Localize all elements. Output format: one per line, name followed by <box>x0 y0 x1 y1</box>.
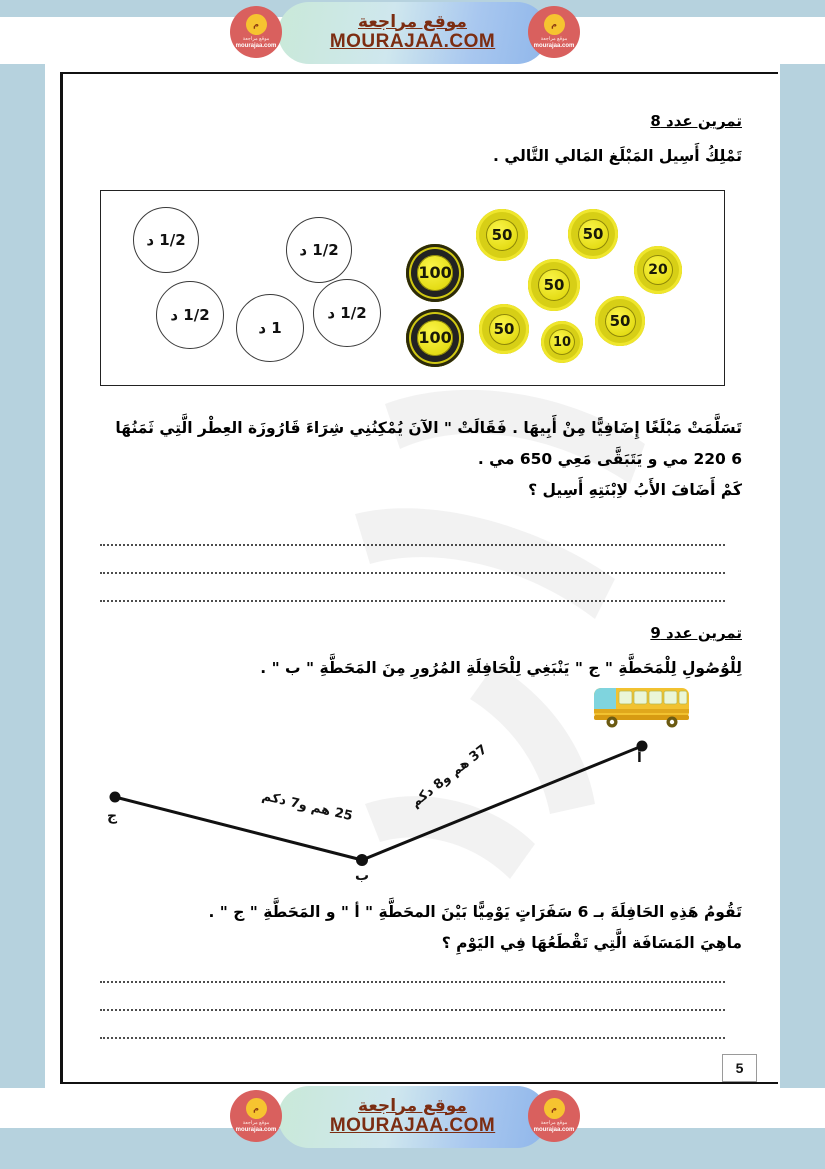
logo-sub-arabic: موقع مراجعة <box>242 1120 270 1127</box>
footer-brand-arabic: موقع مراجعة <box>358 1095 467 1116</box>
logo-disc-icon: م <box>246 1098 267 1119</box>
diagram-point-c: ج <box>107 808 118 824</box>
header-logo-right <box>528 6 580 58</box>
footer-brand-pill <box>278 1086 548 1148</box>
coin-face: 50 <box>605 306 636 337</box>
logo-subtitle-right <box>534 37 575 50</box>
coin-100-millimes <box>406 309 464 367</box>
logo-sub-url: mourajaa.com <box>235 42 277 49</box>
logo-disc-icon: م <box>544 1098 565 1119</box>
coin-face: 100 <box>417 255 453 291</box>
logo-subtitle-left <box>236 1121 277 1134</box>
exercise-9-intro: لِلْوُصُولِ لِلْمَحَطَّةِ " ج " يَنْبَغِي لِلْحَافِلَةِ المُرُورِ مِنَ المَحَطَّةِ " ب " . <box>260 659 742 677</box>
coin-50-millimes <box>479 304 529 354</box>
coin-face: 50 <box>578 219 609 250</box>
diagram-segment-label-ba: 37 هم و8 دكم <box>408 742 491 811</box>
logo-sub-arabic: موقع مراجعة <box>540 36 568 43</box>
header-brand-bar <box>0 0 825 66</box>
diagram-point-a: أ <box>637 750 642 766</box>
footer-brand-bar <box>0 1084 825 1150</box>
coin-half-dinar: 1/2 د <box>156 281 224 349</box>
logo-sub-url: mourajaa.com <box>533 42 575 49</box>
diagram-point-b: ب <box>355 868 370 884</box>
header-brand-url[interactable]: MOURAJAA.COM <box>329 31 496 53</box>
answer-line[interactable] <box>100 1009 725 1011</box>
coin-face: 50 <box>489 314 520 345</box>
logo-subtitle-right <box>534 1121 575 1134</box>
diagram-segment-label-cb: 25 هم و7 دكم <box>260 788 354 825</box>
exercise-8-body-line-2: 6 220 مي و يَتَبَقَّى مَعِي 650 مي . <box>477 450 742 468</box>
logo-subtitle-left <box>236 37 277 50</box>
logo-disc-icon: م <box>544 14 565 35</box>
worksheet-page <box>45 64 780 1088</box>
money-illustration-frame <box>100 190 725 386</box>
exercise-8-body-line-1: تَسَلَّمَتْ مَبْلَغًا إِضَافِيًّا مِنْ أَبِيهَا . فَقَالَتْ " الآنَ يُمْكِنُنِي شِرَاءَ قَارُوزَة العِطْر الَّتِي ثَمَنُهَا <box>115 419 742 437</box>
exercise-9-title: تمرين عدد 9 <box>650 624 742 642</box>
coin-50-millimes <box>595 296 645 346</box>
footer-logo-left <box>230 1090 282 1142</box>
coin-face: 100 <box>417 320 453 356</box>
coin-100-millimes <box>406 244 464 302</box>
logo-sub-url: mourajaa.com <box>533 1126 575 1133</box>
coin-50-millimes <box>568 209 618 259</box>
exercise-9-question: ماهِيَ المَسَافَة الَّتِي تَقْطَعُهَا فِي اليَوْمِ ؟ <box>441 934 742 952</box>
answer-line[interactable] <box>100 572 725 574</box>
answer-line[interactable] <box>100 981 725 983</box>
coin-half-dinar: 1/2 د <box>133 207 199 273</box>
footer-logo-right <box>528 1090 580 1142</box>
coin-half-dinar: 1/2 د <box>286 217 352 283</box>
logo-sub-arabic: موقع مراجعة <box>242 36 270 43</box>
header-logo-left <box>230 6 282 58</box>
coin-face: 20 <box>643 255 673 285</box>
footer-brand-url[interactable]: MOURAJAA.COM <box>329 1115 496 1137</box>
answer-line[interactable] <box>100 600 725 602</box>
coin-50-millimes <box>476 209 528 261</box>
answer-line[interactable] <box>100 1037 725 1039</box>
coin-10-millimes <box>541 321 583 363</box>
coin-face: 50 <box>538 269 570 301</box>
exercise-8-intro: تَمْلِكُ أَسِيل المَبْلَغ المَالي التَّالي . <box>493 147 742 165</box>
logo-disc-icon: م <box>246 14 267 35</box>
coin-20-millimes <box>634 246 682 294</box>
page-number: 5 <box>722 1054 757 1082</box>
exercise-9-body-line-1: تَقُومُ هَذِهِ الحَافِلَةَ بـ 6 سَفَرَاتٍ يَوْمِيًّا بَيْنَ المحَطَّةِ " أ " و المَحَطَّةِ " ج " . <box>208 903 742 921</box>
route-diagram <box>65 684 765 884</box>
coin-face: 10 <box>549 329 575 355</box>
route-path <box>65 684 765 884</box>
coin-one-dinar: 1 د <box>236 294 304 362</box>
coin-half-dinar: 1/2 د <box>313 279 381 347</box>
logo-sub-arabic: موقع مراجعة <box>540 1120 568 1127</box>
answer-line[interactable] <box>100 544 725 546</box>
header-brand-pill <box>278 2 548 64</box>
coin-face: 50 <box>486 219 518 251</box>
worksheet-content <box>45 64 780 1088</box>
exercise-8-question: كَمْ أَضَافَ الأَبُ لاِبْنَتِهِ أَسِيل ؟ <box>528 481 742 499</box>
exercise-8-title: تمرين عدد 8 <box>650 112 742 130</box>
logo-sub-url: mourajaa.com <box>235 1126 277 1133</box>
header-brand-arabic: موقع مراجعة <box>358 11 467 32</box>
coin-50-millimes <box>528 259 580 311</box>
